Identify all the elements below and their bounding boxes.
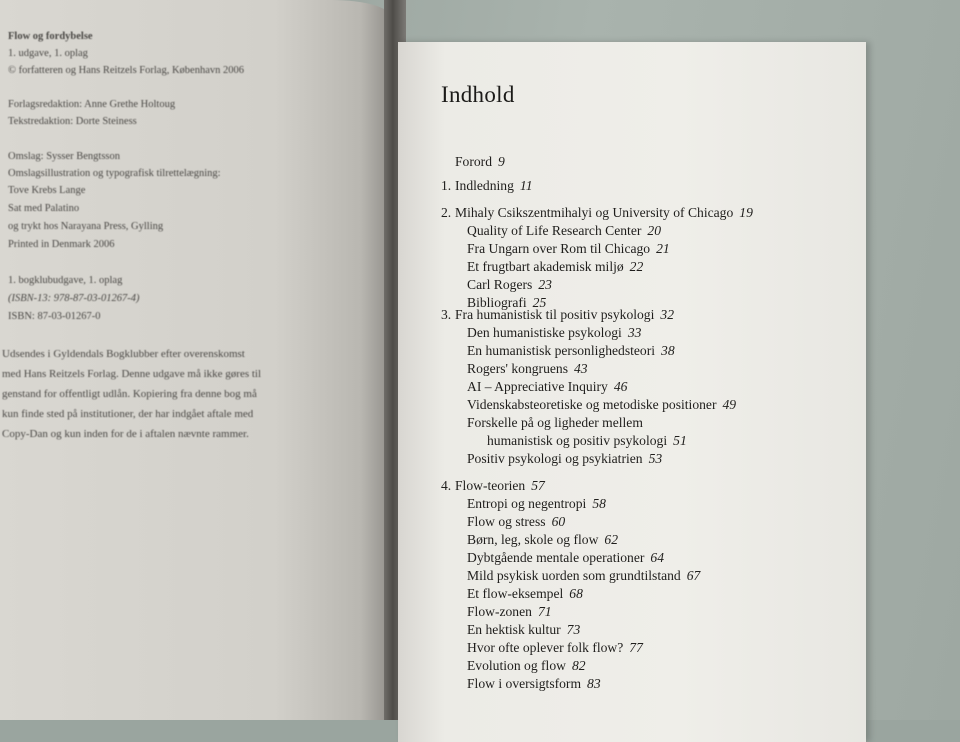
imprint-line: og trykt hos Narayana Press, Gylling bbox=[8, 221, 164, 232]
imprint-line: Omslagsillustration og typografisk tilrettelægning: bbox=[8, 168, 221, 179]
toc-page-number: 57 bbox=[531, 478, 545, 493]
toc-page-number: 51 bbox=[673, 433, 687, 448]
toc-entry bbox=[467, 223, 661, 239]
toc-entry bbox=[441, 307, 674, 323]
toc-title: Indhold bbox=[441, 82, 515, 107]
toc-entry-text: Positiv psykologi og psykiatrien bbox=[467, 451, 643, 466]
toc-entry bbox=[467, 568, 700, 584]
toc-page-number: 33 bbox=[627, 325, 642, 340]
toc-entry-text: Mild psykisk uorden som grundtilstand bbox=[467, 568, 681, 583]
toc-entry bbox=[467, 361, 588, 377]
imprint-line: Forlagsredaktion: Anne Grethe Holtoug bbox=[8, 99, 176, 110]
toc-entry-text: Et frugtbart akademisk miljø bbox=[467, 259, 624, 274]
toc-entry bbox=[467, 604, 552, 620]
toc-chapter-number: 1. bbox=[441, 178, 452, 193]
notice-line: Copy-Dan og kun inden for de i aftalen nævnte rammer. bbox=[2, 428, 249, 440]
toc-entry bbox=[467, 514, 565, 530]
toc-entry-text: Quality of Life Research Center bbox=[467, 223, 642, 238]
toc-entry bbox=[467, 550, 664, 566]
toc-page-number: 77 bbox=[629, 640, 643, 655]
toc-entry bbox=[441, 478, 545, 494]
toc-entry-text: Dybtgående mentale operationer bbox=[467, 550, 645, 565]
toc-entry bbox=[467, 241, 670, 257]
toc-entry bbox=[441, 205, 753, 221]
toc-entry-text: humanistisk og positiv psykologi bbox=[487, 433, 668, 448]
toc-entry-text: Den humanistiske psykologi bbox=[467, 325, 622, 340]
toc-page-number: 25 bbox=[532, 295, 547, 310]
toc-entry-text: Flow-zonen bbox=[467, 604, 532, 619]
toc-entry bbox=[487, 433, 687, 449]
toc-entry-text: Forskelle på og ligheder mellem bbox=[467, 415, 643, 430]
toc-entry bbox=[441, 154, 505, 170]
toc-page-number: 73 bbox=[566, 622, 581, 637]
toc-entry-text: Carl Rogers bbox=[467, 277, 533, 292]
toc-page-number: 68 bbox=[569, 586, 583, 601]
toc-entry bbox=[467, 676, 601, 692]
toc-entry bbox=[467, 343, 675, 359]
bookclub-notice bbox=[2, 344, 332, 444]
toc-chapter-number: 3. bbox=[441, 307, 452, 322]
imprint-line: © forfatteren og Hans Reitzels Forlag, København 2006 bbox=[8, 65, 244, 76]
toc-page-number: 9 bbox=[498, 154, 505, 169]
toc-page-number: 60 bbox=[551, 514, 566, 529]
toc-page-number: 38 bbox=[661, 343, 675, 358]
imprint-line: Printed in Denmark 2006 bbox=[8, 239, 115, 250]
toc-entry-text: Evolution og flow bbox=[467, 658, 566, 673]
toc-entry bbox=[467, 325, 641, 341]
toc-entry bbox=[467, 586, 583, 602]
toc-entry bbox=[467, 259, 643, 275]
toc-entry-text: Videnskabsteoretiske og metodiske positioner bbox=[467, 397, 717, 412]
toc-page-number: 62 bbox=[604, 532, 618, 547]
toc-page-number: 19 bbox=[739, 205, 753, 220]
toc-entry-text: Forord bbox=[455, 154, 493, 169]
toc-entry-text: Flow og stress bbox=[467, 514, 546, 529]
toc-page-number: 58 bbox=[592, 496, 606, 511]
notice-line: med Hans Reitzels Forlag. Denne udgave må ikke gøres til bbox=[2, 368, 262, 380]
toc-entry-text: Indledning bbox=[455, 178, 514, 193]
toc-entry bbox=[467, 397, 736, 413]
notice-line: kun finde sted på institutioner, der har indgået aftale med bbox=[2, 408, 254, 420]
notice-line: genstand for offentligt udlån. Kopiering fra denne bog må bbox=[2, 388, 257, 400]
imprint-line: 1. udgave, 1. oplag bbox=[8, 48, 88, 59]
toc-entry-text: Et flow-eksempel bbox=[467, 586, 564, 601]
toc-entry-text: Bibliografi bbox=[467, 295, 527, 310]
toc-entry bbox=[467, 415, 649, 431]
left-page bbox=[0, 0, 392, 720]
toc-page-number: 22 bbox=[629, 259, 644, 274]
toc-entry bbox=[467, 532, 618, 548]
toc-entry-text: AI – Appreciative Inquiry bbox=[467, 379, 608, 394]
imprint-line: Tekstredaktion: Dorte Steiness bbox=[8, 116, 137, 127]
toc-page-number: 46 bbox=[613, 379, 628, 394]
notice-line: Udsendes i Gyldendals Bogklubber efter overenskomst bbox=[2, 348, 245, 360]
toc-page-number: 83 bbox=[587, 676, 601, 691]
toc-page-number: 64 bbox=[650, 550, 664, 565]
toc-entry bbox=[441, 178, 533, 194]
toc-entry-text: Entropi og negentropi bbox=[467, 496, 587, 511]
imprint-line: ISBN: 87-03-01267-0 bbox=[8, 311, 101, 322]
toc-page-number: 23 bbox=[538, 277, 552, 292]
toc-entry bbox=[467, 622, 580, 638]
imprint-line: Flow og fordybelse bbox=[8, 31, 93, 42]
toc-entry-text: Fra Ungarn over Rom til Chicago bbox=[467, 241, 651, 256]
toc-entry-text: Fra humanistisk til positiv psykologi bbox=[455, 307, 655, 322]
toc-entry-text: Flow i oversigtsform bbox=[467, 676, 582, 691]
toc-entry bbox=[467, 640, 643, 656]
toc-entry-text: Flow-teorien bbox=[455, 478, 526, 493]
toc-entry-text: En humanistisk personlighedsteori bbox=[467, 343, 656, 358]
toc-page-number: 32 bbox=[660, 307, 674, 322]
toc-page-number: 43 bbox=[574, 361, 588, 376]
toc-entry-text: Rogers' kongruens bbox=[467, 361, 568, 376]
toc-page-number: 71 bbox=[537, 604, 552, 619]
imprint-line: Omslag: Sysser Bengtsson bbox=[8, 151, 121, 162]
toc-entry-text: Mihaly Csikszentmihalyi og University of Chicago bbox=[455, 205, 734, 220]
toc-page-number: 53 bbox=[648, 451, 663, 466]
toc-entry bbox=[467, 379, 627, 395]
toc-entry bbox=[467, 658, 586, 674]
imprint-line: Tove Krebs Lange bbox=[8, 185, 86, 196]
imprint-line: (ISBN-13: 978-87-03-01267-4) bbox=[8, 293, 140, 304]
toc-page-number: 82 bbox=[571, 658, 586, 673]
toc-chapter-number: 4. bbox=[441, 478, 452, 493]
toc-page-number: 67 bbox=[686, 568, 701, 583]
toc-entry-text: Børn, leg, skole og flow bbox=[467, 532, 599, 547]
imprint-line: Sat med Palatino bbox=[8, 203, 80, 214]
toc-entry bbox=[467, 451, 662, 467]
toc-entry-text: Hvor ofte oplever folk flow? bbox=[467, 640, 624, 655]
toc-page-number: 49 bbox=[722, 397, 737, 412]
toc-page-number: 20 bbox=[647, 223, 661, 238]
toc-entry bbox=[467, 277, 552, 293]
toc-entry bbox=[467, 496, 606, 512]
toc-chapter-number: 2. bbox=[441, 205, 452, 220]
toc-entry-text: En hektisk kultur bbox=[467, 622, 561, 637]
toc-page-number: 21 bbox=[656, 241, 670, 256]
toc-page-number: 11 bbox=[519, 178, 533, 193]
imprint-line: 1. bogklubudgave, 1. oplag bbox=[8, 275, 123, 286]
